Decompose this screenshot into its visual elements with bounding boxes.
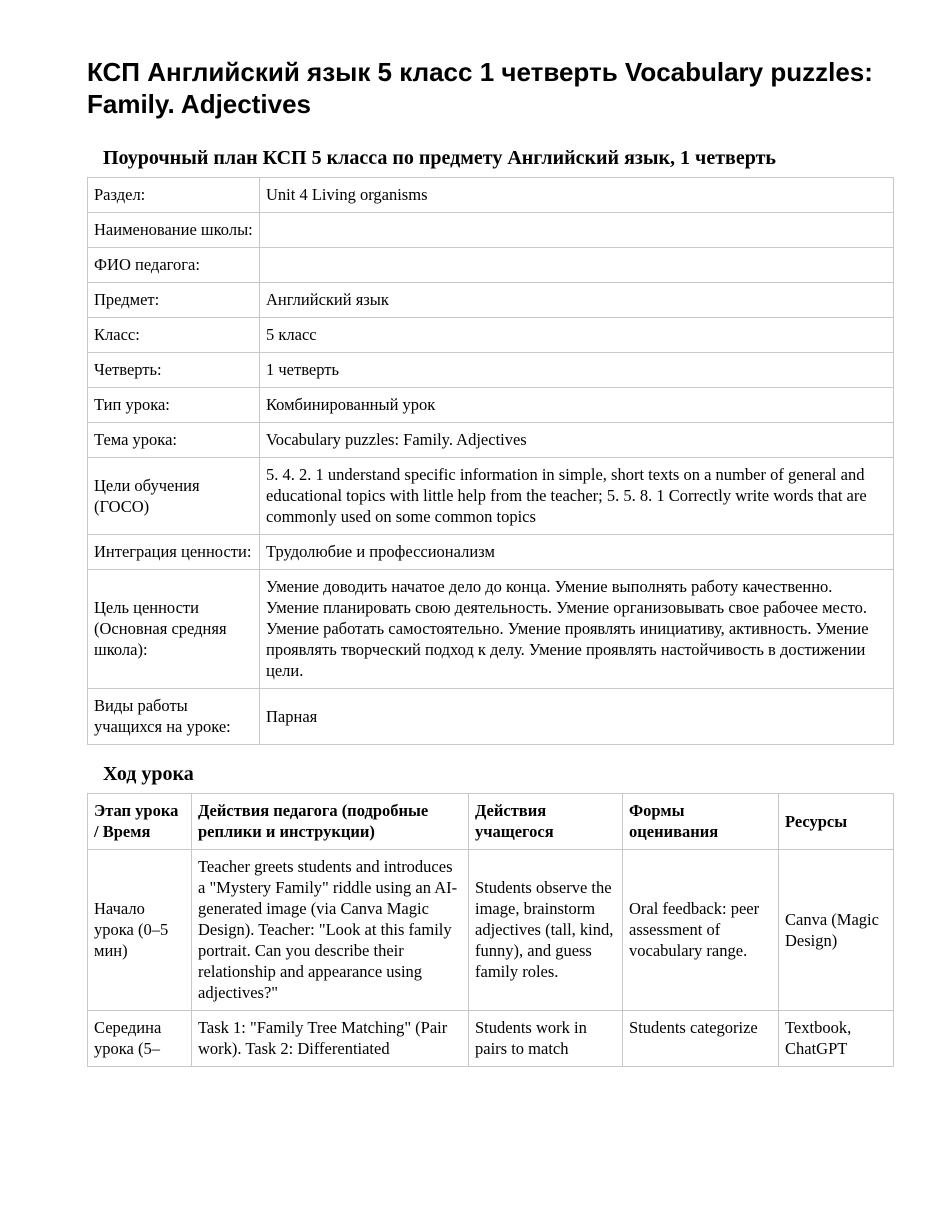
plan-row-lesson-type <box>88 388 894 423</box>
plan-row-value-integration <box>88 535 894 570</box>
plan-row-section <box>88 178 894 213</box>
lesson-cell-student-actions: Students work in pairs to match <box>469 1011 623 1067</box>
lesson-row-start <box>88 850 894 1011</box>
plan-label: Наименование школы: <box>88 213 260 248</box>
plan-label: Предмет: <box>88 283 260 318</box>
plan-row-topic <box>88 423 894 458</box>
lesson-header-resources: Ресурсы <box>779 794 894 850</box>
plan-label: Виды работы учащихся на уроке: <box>88 689 260 745</box>
plan-label: Класс: <box>88 318 260 353</box>
plan-value: Трудолюбие и профессионализм <box>260 535 894 570</box>
plan-value: Парная <box>260 689 894 745</box>
plan-value <box>260 213 894 248</box>
lesson-title: Ход урока <box>103 763 194 785</box>
document-title: КСП Английский язык 5 класс 1 четверть Vocabulary puzzles: Family. Adjectives <box>87 57 873 119</box>
plan-title: Поурочный план КСП 5 класса по предмету Английский язык, 1 четверть <box>103 147 776 169</box>
lesson-header-assessment: Формы оценивания <box>623 794 779 850</box>
plan-value: 1 четверть <box>260 353 894 388</box>
plan-row-grade <box>88 318 894 353</box>
plan-value: 5. 4. 2. 1 understand specific information in simple, short texts on a number of general and educational topics with little help from the teacher; 5. 5. 8. 1 Correctly write words that are commonly used on some common topics <box>260 458 894 535</box>
plan-value: Английский язык <box>260 283 894 318</box>
plan-row-subject <box>88 283 894 318</box>
lesson-header-row <box>88 794 894 850</box>
lesson-header-teacher-actions: Действия педагога (подробные реплики и инструкции) <box>192 794 469 850</box>
lesson-cell-assessment: Oral feedback: peer assessment of vocabulary range. <box>623 850 779 1011</box>
plan-row-work-types <box>88 689 894 745</box>
plan-row-value-goal <box>88 570 894 689</box>
lesson-cell-stage: Начало урока (0–5 мин) <box>88 850 192 1011</box>
plan-label: Четверть: <box>88 353 260 388</box>
lesson-header-student-actions: Действия учащегося <box>469 794 623 850</box>
plan-row-quarter <box>88 353 894 388</box>
plan-value: Vocabulary puzzles: Family. Adjectives <box>260 423 894 458</box>
lesson-cell-resources: Canva (Magic Design) <box>779 850 894 1011</box>
lesson-cell-teacher-actions: Task 1: "Family Tree Matching" (Pair work). Task 2: Differentiated <box>192 1011 469 1067</box>
lesson-cell-student-actions: Students observe the image, brainstorm adjectives (tall, kind, funny), and guess family roles. <box>469 850 623 1011</box>
plan-label: ФИО педагога: <box>88 248 260 283</box>
plan-label: Тип урока: <box>88 388 260 423</box>
lesson-cell-assessment: Students categorize <box>623 1011 779 1067</box>
plan-row-teacher <box>88 248 894 283</box>
plan-label: Интеграция ценности: <box>88 535 260 570</box>
plan-row-objectives <box>88 458 894 535</box>
plan-label: Цели обучения (ГОСО) <box>88 458 260 535</box>
plan-value: Умение доводить начатое дело до конца. Умение выполнять работу качественно. Умение планировать свою деятельность. Умение организовывать свое рабочее место. Умение работать самостоятельно. Умение проявлять инициативу, активность. Умение проявлять творческий подход к делу. Умение проявлять настойчивость в достижении цели. <box>260 570 894 689</box>
plan-table <box>87 177 894 745</box>
plan-label: Раздел: <box>88 178 260 213</box>
lesson-cell-resources: Textbook, ChatGPT <box>779 1011 894 1067</box>
lesson-cell-stage: Середина урока (5– <box>88 1011 192 1067</box>
document-page <box>87 56 893 1067</box>
plan-value: Unit 4 Living organisms <box>260 178 894 213</box>
plan-label: Цель ценности (Основная средняя школа): <box>88 570 260 689</box>
plan-value: Комбинированный урок <box>260 388 894 423</box>
plan-label: Тема урока: <box>88 423 260 458</box>
plan-value <box>260 248 894 283</box>
plan-row-school <box>88 213 894 248</box>
lesson-table <box>87 793 894 1067</box>
plan-value: 5 класс <box>260 318 894 353</box>
lesson-row-middle <box>88 1011 894 1067</box>
lesson-cell-teacher-actions: Teacher greets students and introduces a "Mystery Family" riddle using an AI-generated image (via Canva Magic Design). Teacher: "Look at this family portrait. Can you describe their relationship and appearance using adjectives?" <box>192 850 469 1011</box>
lesson-header-stage: Этап урока / Время <box>88 794 192 850</box>
